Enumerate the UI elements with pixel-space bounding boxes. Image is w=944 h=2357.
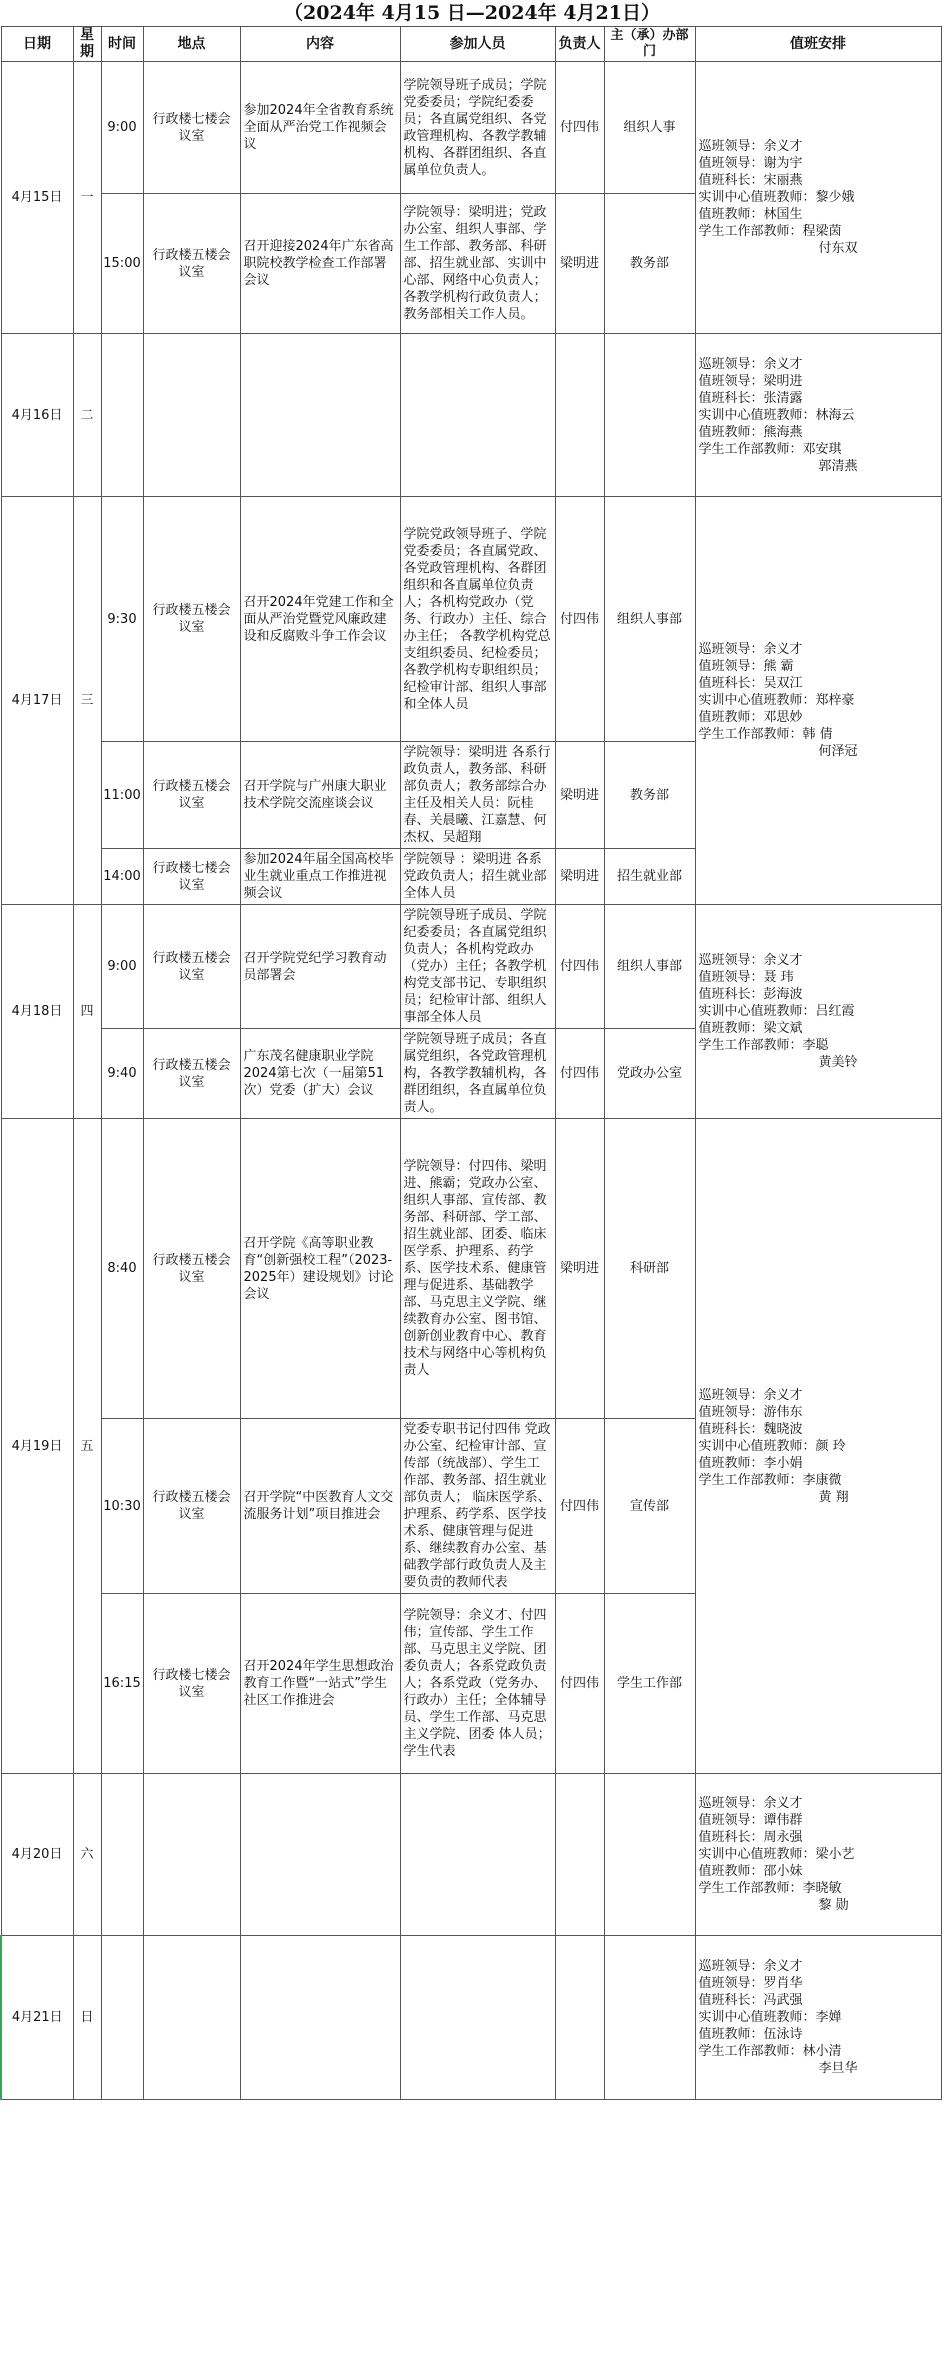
owner-cell: 付四伟 bbox=[555, 1029, 604, 1119]
time-cell: 16:15 bbox=[101, 1594, 143, 1774]
time-cell: 9:40 bbox=[101, 1029, 143, 1119]
dept-cell: 招生就业部 bbox=[604, 849, 695, 905]
empty-cell bbox=[240, 1936, 400, 2100]
content-cell: 召开学院与广州康大职业技术学院交流座谈会议 bbox=[240, 742, 400, 849]
empty-cell bbox=[400, 1936, 555, 2100]
place-cell: 行政楼七楼会议室 bbox=[143, 1594, 240, 1774]
header-content: 内容 bbox=[240, 27, 400, 62]
empty-cell bbox=[400, 334, 555, 497]
duty-line: 学生工作部教师：李晓敏 bbox=[698, 1881, 842, 1896]
header-duty: 值班安排 bbox=[695, 27, 941, 62]
place-cell: 行政楼七楼会议室 bbox=[143, 62, 240, 194]
owner-cell: 付四伟 bbox=[555, 905, 604, 1029]
empty-cell bbox=[555, 1936, 604, 2100]
place-cell: 行政楼五楼会议室 bbox=[143, 905, 240, 1029]
place-cell: 行政楼五楼会议室 bbox=[143, 742, 240, 849]
empty-cell bbox=[101, 1936, 143, 2100]
duty-line: 巡班领导：余义才 bbox=[698, 356, 803, 372]
duty-line: 值班领导：熊 霸 bbox=[698, 659, 794, 674]
empty-cell bbox=[604, 1774, 695, 1936]
time-cell: 9:00 bbox=[101, 905, 143, 1029]
owner-cell: 付四伟 bbox=[555, 1594, 604, 1774]
header-weekday: 星期 bbox=[73, 27, 101, 62]
header-place: 地点 bbox=[143, 27, 240, 62]
date-cell: 4月21日 bbox=[1, 1936, 73, 2100]
attendees-cell: 学院领导班子成员；各直属党组织，各党政管理机构，各教学教辅机构，各群团组织，各直属单位负责人。 bbox=[400, 1029, 555, 1119]
duty-line: 值班领导：梁明进 bbox=[698, 373, 803, 389]
place-cell: 行政楼五楼会议室 bbox=[143, 194, 240, 334]
dept-cell: 组织人事部 bbox=[604, 905, 695, 1029]
duty-line: 值班领导：谢为宇 bbox=[698, 156, 803, 171]
duty-line: 值班科长：魏晓波 bbox=[698, 1421, 803, 1437]
duty-line: 学生工作部教师：程梁茵 bbox=[698, 224, 842, 239]
duty-line: 值班科长：张清露 bbox=[698, 390, 803, 406]
duty-line: 黄 翔 bbox=[818, 1489, 849, 1505]
time-cell: 8:40 bbox=[101, 1119, 143, 1419]
duty-line: 值班科长：冯武强 bbox=[698, 1993, 803, 2008]
empty-cell bbox=[555, 1774, 604, 1936]
attendees-cell: 学院领导：梁明进 各系行政负责人，教务部、科研部负责人；教务部综合办主任及相关人员：阮桂春、关晨曦、江嘉慧、何杰权、吴超翔 bbox=[400, 742, 555, 849]
duty-line: 值班教师：李小娟 bbox=[698, 1455, 803, 1471]
empty-cell bbox=[143, 334, 240, 497]
duty-line: 实训中心值班教师：颜 玲 bbox=[698, 1438, 846, 1454]
owner-cell: 梁明进 bbox=[555, 849, 604, 905]
attendees-cell: 学院党政领导班子、学院党委委员；各直属党政、各党政管理机构、各群团组织和各直属单位负责人；各机构党政办（党务、行政办）主任、综合办主任； 各教学机构党总支组织委员、纪检委员；各教学机构专职组织员；纪检审计部、组织人事部和全体人员 bbox=[400, 497, 555, 742]
duty-line: 巡班领导：余义才 bbox=[698, 953, 803, 968]
duty-schedule bbox=[695, 1119, 941, 1774]
duty-line: 实训中心值班教师：李婵 bbox=[698, 2010, 842, 2025]
content-cell: 参加2024年全省教育系统全面从严治党工作视频会议 bbox=[240, 62, 400, 194]
duty-line: 值班教师：邵小妹 bbox=[698, 1864, 803, 1879]
attendees-cell: 学院领导班子成员、学院纪委委员；各直属党组织负责人；各机构党政办（党办）主任；各教学机构党支部书记、专职组织员；纪检审计部、组织人事部全体人员 bbox=[400, 905, 555, 1029]
attendees-cell: 学院领导：梁明进；党政办公室、组织人事部、学生工作部、教务部、科研部、招生就业部、实训中心部、网络中心负责人；各教学机构行政负责人；教务部相关工作人员。 bbox=[400, 194, 555, 334]
duty-line: 黄美铃 bbox=[818, 1055, 858, 1070]
place-cell: 行政楼五楼会议室 bbox=[143, 1419, 240, 1594]
empty-cell bbox=[143, 1774, 240, 1936]
owner-cell: 付四伟 bbox=[555, 62, 604, 194]
duty-line: 值班教师：林国生 bbox=[698, 207, 803, 222]
duty-line: 学生工作部教师：李康微 bbox=[698, 1472, 842, 1488]
content-cell: 召开迎接2024年广东省高职院校教学检查工作部署会议 bbox=[240, 194, 400, 334]
time-cell: 14:00 bbox=[101, 849, 143, 905]
duty-schedule bbox=[695, 1936, 941, 2100]
weekday-cell: 六 bbox=[73, 1774, 101, 1936]
duty-line: 值班教师：邓思妙 bbox=[698, 710, 803, 725]
time-cell: 10:30 bbox=[101, 1419, 143, 1594]
empty-cell bbox=[555, 334, 604, 497]
time-cell: 15:00 bbox=[101, 194, 143, 334]
header-attendees: 参加人员 bbox=[400, 27, 555, 62]
dept-cell: 组织人事 bbox=[604, 62, 695, 194]
duty-line: 值班领导：聂 玮 bbox=[698, 970, 794, 985]
weekday-cell: 三 bbox=[73, 497, 101, 905]
content-cell: 召开学院“中医教育人文交流服务计划”项目推进会 bbox=[240, 1419, 400, 1594]
content-cell: 召开学院《高等职业教育“创新强校工程”（2023-2025年）建设规划》讨论会议 bbox=[240, 1119, 400, 1419]
empty-cell bbox=[240, 1774, 400, 1936]
duty-schedule bbox=[695, 1774, 941, 1936]
duty-line: 值班领导：罗肖华 bbox=[698, 1976, 803, 1991]
content-cell: 召开2024年党建工作和全面从严治党暨党风廉政建设和反腐败斗争工作会议 bbox=[240, 497, 400, 742]
dept-cell: 宣传部 bbox=[604, 1419, 695, 1594]
duty-line: 学生工作部教师：林小清 bbox=[698, 2044, 842, 2059]
header-date: 日期 bbox=[1, 27, 73, 62]
duty-line: 值班科长：吴双江 bbox=[698, 676, 803, 691]
time-cell: 9:00 bbox=[101, 62, 143, 194]
event-row bbox=[1, 62, 941, 194]
date-cell: 4月16日 bbox=[1, 334, 73, 497]
content-cell: 参加2024年届全国高校毕业生就业重点工作推进视频会议 bbox=[240, 849, 400, 905]
place-cell: 行政楼五楼会议室 bbox=[143, 497, 240, 742]
time-cell: 11:00 bbox=[101, 742, 143, 849]
owner-cell: 付四伟 bbox=[555, 1419, 604, 1594]
dept-cell: 教务部 bbox=[604, 194, 695, 334]
attendees-cell: 学院领导班子成员；学院党委委员；学院纪委委员；各直属党组织、各党政管理机构、各教学教辅机构、各群团组织、各直属单位负责人。 bbox=[400, 62, 555, 194]
duty-line: 学生工作部教师：韩 倩 bbox=[698, 727, 833, 742]
attendees-cell: 党委专职书记付四伟 党政办公室、纪检审计部、宣传部（统战部）、学生工作部、教务部、招生就业部负责人； 临床医学系、护理系、药学系、医学技术系、健康管理与促进系、继续教育办公室、基础教学部行政负责人及主要负责的教师代表 bbox=[400, 1419, 555, 1594]
dept-cell: 组织人事部 bbox=[604, 497, 695, 742]
duty-schedule bbox=[695, 334, 941, 497]
date-cell: 4月17日 bbox=[1, 497, 73, 905]
duty-line: 值班领导：游伟东 bbox=[698, 1404, 803, 1420]
duty-line: 值班科长：彭海波 bbox=[698, 987, 803, 1002]
dept-cell: 学生工作部 bbox=[604, 1594, 695, 1774]
date-cell: 4月18日 bbox=[1, 905, 73, 1119]
dept-cell: 党政办公室 bbox=[604, 1029, 695, 1119]
content-cell: 召开学院党纪学习教育动员部署会 bbox=[240, 905, 400, 1029]
schedule-table bbox=[0, 26, 942, 2100]
place-cell: 行政楼五楼会议室 bbox=[143, 1119, 240, 1419]
empty-cell bbox=[400, 1774, 555, 1936]
duty-line: 值班教师：熊海燕 bbox=[698, 424, 803, 440]
empty-cell bbox=[240, 334, 400, 497]
place-cell: 行政楼五楼会议室 bbox=[143, 1029, 240, 1119]
duty-line: 值班领导：谭伟群 bbox=[698, 1813, 803, 1828]
weekday-cell: 五 bbox=[73, 1119, 101, 1774]
owner-cell: 梁明进 bbox=[555, 742, 604, 849]
attendees-cell: 学院领导：付四伟、梁明进、熊霸；党政办公室、组织人事部、宣传部、教务部、科研部、学工部、招生就业部、团委、临床医学系、护理系、药学系、医学技术系、健康管理与促进系、基础教学部、马克思主义学院、继续教育办公室、图书馆、创新创业教育中心、教育技术与网络中心等机构负责人 bbox=[400, 1119, 555, 1419]
header-time: 时间 bbox=[101, 27, 143, 62]
duty-line: 巡班领导：余义才 bbox=[698, 1959, 803, 1974]
day-row bbox=[1, 334, 941, 497]
empty-cell bbox=[101, 334, 143, 497]
duty-line: 郭清燕 bbox=[818, 458, 858, 474]
day-row bbox=[1, 1774, 941, 1936]
duty-line: 李旦华 bbox=[818, 2061, 858, 2076]
event-row bbox=[1, 905, 941, 1029]
header-dept: 主（承）办部门 bbox=[604, 27, 695, 62]
duty-schedule bbox=[695, 62, 941, 334]
empty-cell bbox=[101, 1774, 143, 1936]
duty-line: 实训中心值班教师：吕红霞 bbox=[698, 1004, 855, 1019]
duty-line: 值班科长：宋丽燕 bbox=[698, 173, 803, 188]
duty-line: 值班科长：周永强 bbox=[698, 1830, 803, 1845]
day-row bbox=[1, 1936, 941, 2100]
dept-cell: 教务部 bbox=[604, 742, 695, 849]
duty-line: 值班教师：梁文斌 bbox=[698, 1021, 803, 1036]
attendees-cell: 学院领导 ：梁明进 各系党政负责人；招生就业部全体人员 bbox=[400, 849, 555, 905]
duty-line: 值班教师：伍泳诗 bbox=[698, 2027, 803, 2042]
empty-cell bbox=[143, 1936, 240, 2100]
empty-cell bbox=[604, 1936, 695, 2100]
content-cell: 召开2024年学生思想政治教育工作暨“一站式”学生社区工作推进会 bbox=[240, 1594, 400, 1774]
duty-line: 何泽冠 bbox=[818, 744, 858, 759]
duty-schedule bbox=[695, 905, 941, 1119]
date-cell: 4月19日 bbox=[1, 1119, 73, 1774]
empty-cell bbox=[604, 334, 695, 497]
duty-line: 付东双 bbox=[818, 241, 858, 256]
duty-line: 巡班领导：余义才 bbox=[698, 1387, 803, 1403]
duty-line: 实训中心值班教师：郑梓豪 bbox=[698, 693, 855, 708]
page-title: （2024年 4月15 日—2024年 4月21日） bbox=[284, 2, 660, 24]
owner-cell: 梁明进 bbox=[555, 1119, 604, 1419]
duty-line: 学生工作部教师：李聪 bbox=[698, 1038, 829, 1053]
weekday-cell: 一 bbox=[73, 62, 101, 334]
weekday-cell: 四 bbox=[73, 905, 101, 1119]
event-row bbox=[1, 1119, 941, 1419]
attendees-cell: 学院领导：余义才、付四伟；宣传部、学生工作部、马克思主义学院、团委负责人；各系党政负责人；各系党政（党务办、行政办）主任；全体辅导员、学生工作部、马克思主义学院、团委 体人员；学生代表 bbox=[400, 1594, 555, 1774]
duty-schedule bbox=[695, 497, 941, 905]
header-owner: 负责人 bbox=[555, 27, 604, 62]
date-cell: 4月15日 bbox=[1, 62, 73, 334]
duty-line: 巡班领导：余义才 bbox=[698, 1796, 803, 1811]
date-cell: 4月20日 bbox=[1, 1774, 73, 1936]
weekday-cell: 二 bbox=[73, 334, 101, 497]
duty-line: 实训中心值班教师：黎少娥 bbox=[698, 190, 855, 205]
event-row bbox=[1, 497, 941, 742]
duty-line: 巡班领导：余义才 bbox=[698, 642, 803, 657]
duty-line: 学生工作部教师：邓安琪 bbox=[698, 441, 842, 457]
duty-line: 黎 勋 bbox=[818, 1898, 849, 1913]
owner-cell: 付四伟 bbox=[555, 497, 604, 742]
header-row bbox=[1, 27, 941, 62]
weekday-cell: 日 bbox=[73, 1936, 101, 2100]
duty-line: 实训中心值班教师：梁小艺 bbox=[698, 1847, 855, 1862]
duty-line: 巡班领导：余义才 bbox=[698, 139, 803, 154]
content-cell: 广东茂名健康职业学院2024第七次（一届第51次）党委（扩大）会议 bbox=[240, 1029, 400, 1119]
owner-cell: 梁明进 bbox=[555, 194, 604, 334]
time-cell: 9:30 bbox=[101, 497, 143, 742]
dept-cell: 科研部 bbox=[604, 1119, 695, 1419]
place-cell: 行政楼七楼会议室 bbox=[143, 849, 240, 905]
duty-line: 实训中心值班教师：林海云 bbox=[698, 407, 855, 423]
